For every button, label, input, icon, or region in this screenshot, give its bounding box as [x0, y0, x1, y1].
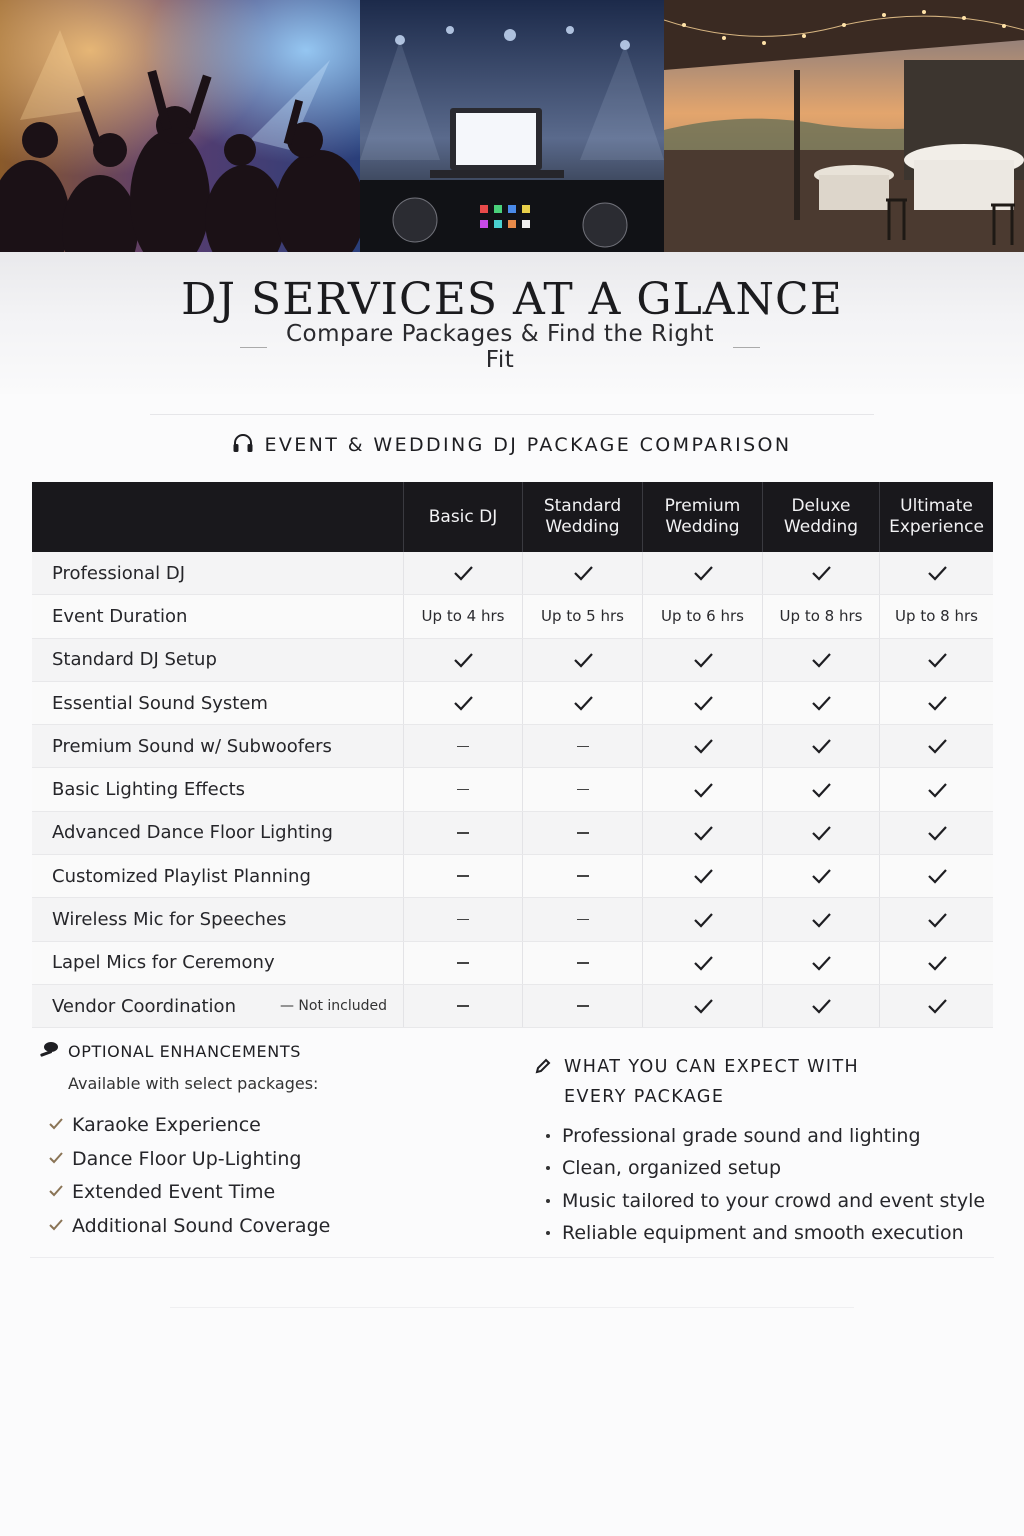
feature-label: Professional DJ	[52, 562, 186, 584]
checkmark-icon	[926, 694, 948, 712]
included-cell	[403, 552, 522, 594]
checkmark-icon	[810, 997, 832, 1015]
bullet-icon	[546, 1199, 550, 1203]
checkmark-icon	[810, 651, 832, 669]
feature-column-header	[32, 482, 403, 552]
wedding-venue-photo	[664, 0, 1024, 252]
subtitle-row	[230, 321, 770, 373]
included-cell	[879, 812, 993, 854]
duration-value: Up to 5 hrs	[541, 607, 624, 626]
feature-cell	[32, 898, 403, 940]
feature-label: Premium Sound w/ Subwoofers	[52, 735, 332, 757]
list-item	[546, 1120, 985, 1152]
optional-item-label: Karaoke Experience	[72, 1113, 261, 1136]
included-cell	[522, 682, 642, 724]
checkmark-icon	[810, 911, 832, 929]
duration-value: Up to 8 hrs	[779, 607, 863, 626]
feature-label: Essential Sound System	[52, 692, 268, 714]
not-included-cell	[403, 725, 522, 767]
photo-banner	[0, 0, 1024, 252]
dash-icon	[577, 919, 589, 921]
package-header	[522, 482, 642, 552]
included-cell	[879, 942, 993, 984]
table-row	[32, 985, 993, 1028]
optional-heading	[38, 1040, 478, 1062]
legend-note: — Not included	[279, 998, 387, 1015]
value-cell	[403, 595, 522, 637]
expect-list	[546, 1120, 985, 1249]
checkmark-icon	[810, 694, 832, 712]
package-name: Deluxe	[791, 496, 851, 516]
value-cell	[642, 595, 762, 637]
dash-icon	[577, 962, 589, 964]
duration-value: Up to 6 hrs	[661, 607, 744, 626]
package-name-line2: Wedding	[783, 517, 859, 537]
dash-icon	[577, 832, 589, 834]
checkmark-icon	[810, 824, 832, 842]
included-cell	[642, 725, 762, 767]
feature-label: Event Duration	[52, 605, 188, 627]
included-cell	[403, 682, 522, 724]
checkmark-icon	[692, 824, 714, 842]
included-cell	[762, 768, 879, 810]
included-cell	[879, 725, 993, 767]
included-cell	[762, 942, 879, 984]
included-cell	[642, 985, 762, 1027]
not-included-cell	[522, 768, 642, 810]
included-cell	[762, 985, 879, 1027]
included-cell	[879, 682, 993, 724]
package-name: Ultimate	[900, 496, 973, 516]
package-name: Standard	[543, 496, 622, 516]
not-included-cell	[403, 812, 522, 854]
checkmark-icon	[572, 651, 594, 669]
checkmark-icon	[926, 997, 948, 1015]
included-cell	[879, 768, 993, 810]
feature-label: Lapel Mics for Ceremony	[52, 952, 275, 974]
included-cell	[642, 552, 762, 594]
not-included-cell	[403, 768, 522, 810]
table-body	[32, 552, 993, 1028]
table-row	[32, 942, 993, 985]
value-cell	[762, 595, 879, 637]
checkmark-icon	[692, 911, 714, 929]
footer-divider-2	[170, 1307, 854, 1308]
checkmark-icon	[692, 867, 714, 885]
checkmark-icon	[810, 781, 832, 799]
checkmark-icon	[452, 651, 474, 669]
list-item	[48, 1142, 330, 1176]
feature-label: Wireless Mic for Speeches	[52, 909, 287, 931]
dash-icon	[577, 746, 589, 748]
included-cell	[642, 898, 762, 940]
title-block	[0, 252, 1024, 394]
checkmark-icon	[572, 694, 594, 712]
table-row	[32, 682, 993, 725]
dash-icon	[457, 746, 469, 748]
dash-icon	[577, 1005, 589, 1007]
checkmark-icon	[692, 564, 714, 582]
package-name-line2: Wedding	[665, 517, 740, 537]
value-cell	[522, 595, 642, 637]
checkmark-icon	[692, 781, 714, 799]
page-subtitle: Compare Packages & Find the Right Fit	[285, 321, 715, 373]
checkmark-icon	[810, 564, 832, 582]
included-cell	[879, 898, 993, 940]
feature-cell	[32, 725, 403, 767]
feature-label: Vendor Coordination	[52, 995, 236, 1017]
included-cell	[762, 639, 879, 681]
list-item	[546, 1217, 985, 1249]
not-included-cell	[522, 898, 642, 940]
included-cell	[762, 855, 879, 897]
dash-icon	[457, 919, 469, 921]
included-cell	[879, 855, 993, 897]
table-row	[32, 639, 993, 682]
feature-cell	[32, 985, 403, 1027]
duration-value: Up to 4 hrs	[421, 607, 505, 626]
checkmark-icon	[810, 737, 832, 755]
checkmark-icon	[452, 694, 474, 712]
table-row	[32, 768, 993, 811]
not-included-cell	[403, 898, 522, 940]
not-included-cell	[522, 725, 642, 767]
dash-icon	[457, 832, 469, 834]
feature-cell	[32, 855, 403, 897]
duration-value: Up to 8 hrs	[895, 607, 978, 626]
feature-cell	[32, 812, 403, 854]
optional-subtitle: Available with select packages:	[68, 1074, 319, 1093]
optional-list	[48, 1108, 330, 1243]
bullet-icon	[546, 1166, 550, 1170]
dash-icon	[457, 789, 469, 791]
checkmark-icon	[926, 651, 948, 669]
included-cell	[522, 639, 642, 681]
dj-booth-photo	[360, 0, 664, 252]
checkmark-icon	[48, 1181, 64, 1203]
checkmark-icon	[926, 737, 948, 755]
package-header	[642, 482, 762, 552]
included-cell	[762, 682, 879, 724]
included-cell	[642, 855, 762, 897]
package-name: Basic DJ	[428, 506, 498, 527]
expect-heading	[534, 1052, 994, 1112]
list-item	[546, 1152, 985, 1184]
feature-cell	[32, 595, 403, 637]
package-name-line2: Wedding	[545, 517, 620, 537]
value-cell	[879, 595, 993, 637]
package-header	[879, 482, 993, 552]
concert-crowd-photo	[0, 0, 360, 252]
comparison-heading-text: EVENT & WEDDING DJ PACKAGE COMPARISON	[264, 434, 792, 456]
checkmark-icon	[48, 1148, 64, 1170]
expect-heading-line1: WHAT YOU CAN EXPECT WITH	[564, 1057, 860, 1077]
included-cell	[522, 552, 642, 594]
table-row	[32, 725, 993, 768]
included-cell	[642, 682, 762, 724]
bullet-icon	[546, 1134, 550, 1138]
checkmark-icon	[692, 954, 714, 972]
checkmark-icon	[810, 954, 832, 972]
feature-label: Basic Lighting Effects	[52, 779, 246, 801]
included-cell	[642, 942, 762, 984]
not-included-cell	[403, 855, 522, 897]
checkmark-icon	[926, 867, 948, 885]
not-included-cell	[522, 942, 642, 984]
feature-label: Advanced Dance Floor Lighting	[52, 822, 333, 844]
included-cell	[762, 552, 879, 594]
table-header	[32, 482, 993, 552]
included-cell	[642, 768, 762, 810]
feature-cell	[32, 552, 403, 594]
table-row	[32, 812, 993, 855]
optional-heading-text: OPTIONAL ENHANCEMENTS	[68, 1041, 301, 1061]
checkmark-icon	[572, 564, 594, 582]
checkmark-icon	[692, 651, 714, 669]
expect-heading-line2: EVERY PACKAGE	[564, 1087, 725, 1107]
package-name: Premium	[664, 496, 741, 516]
included-cell	[403, 639, 522, 681]
not-included-cell	[522, 812, 642, 854]
checkmark-icon	[48, 1215, 64, 1237]
dash-icon	[577, 789, 589, 791]
dash-icon	[457, 875, 469, 877]
package-comparison-table	[32, 482, 993, 1028]
table-row	[32, 898, 993, 941]
optional-item-label: Extended Event Time	[72, 1181, 276, 1204]
footer-divider	[30, 1257, 994, 1258]
included-cell	[642, 639, 762, 681]
package-name-line2: Experience	[889, 517, 984, 537]
pencil-icon	[534, 1052, 552, 1112]
package-header	[762, 482, 879, 552]
included-cell	[762, 725, 879, 767]
headphones-icon	[232, 433, 254, 457]
feature-cell	[32, 682, 403, 724]
table-row	[32, 552, 993, 595]
feature-cell	[32, 639, 403, 681]
not-included-cell	[403, 942, 522, 984]
page-title: DJ SERVICES AT A GLANCE	[181, 274, 843, 325]
checkmark-icon	[692, 997, 714, 1015]
dash-icon	[457, 962, 469, 964]
optional-enhancements	[38, 1040, 478, 1237]
not-included-cell	[522, 985, 642, 1027]
feature-label: Customized Playlist Planning	[52, 865, 311, 887]
checkmark-icon	[692, 737, 714, 755]
checkmark-icon	[48, 1114, 64, 1136]
checkmark-icon	[452, 564, 474, 582]
included-cell	[762, 812, 879, 854]
checkmark-icon	[810, 867, 832, 885]
table-row	[32, 595, 993, 638]
checkmark-icon	[926, 564, 948, 582]
included-cell	[879, 639, 993, 681]
list-item	[546, 1185, 985, 1217]
package-header	[403, 482, 522, 552]
included-cell	[879, 552, 993, 594]
list-item	[48, 1108, 330, 1142]
checkmark-icon	[926, 781, 948, 799]
comparison-heading	[0, 430, 1024, 460]
expect-item-label: Music tailored to your crowd and event style	[562, 1189, 986, 1212]
expect-item-label: Clean, organized setup	[562, 1157, 782, 1180]
included-cell	[642, 812, 762, 854]
checkmark-icon	[692, 694, 714, 712]
optional-item-label: Additional Sound Coverage	[72, 1214, 331, 1237]
optional-item-label: Dance Floor Up-Lighting	[72, 1147, 302, 1170]
not-included-cell	[403, 985, 522, 1027]
not-included-cell	[522, 855, 642, 897]
what-to-expect	[534, 1052, 994, 1245]
included-cell	[879, 985, 993, 1027]
section-divider	[150, 414, 874, 415]
checkmark-icon	[926, 954, 948, 972]
table-row	[32, 855, 993, 898]
included-cell	[762, 898, 879, 940]
list-item	[48, 1209, 330, 1243]
list-item	[48, 1175, 330, 1209]
feature-label: Standard DJ Setup	[52, 649, 217, 671]
dash-icon	[577, 875, 589, 877]
checkmark-icon	[926, 911, 948, 929]
microphone-icon	[38, 1040, 60, 1062]
bullet-icon	[546, 1231, 550, 1235]
checkmark-icon	[926, 824, 948, 842]
dash-icon	[457, 1005, 469, 1007]
expect-item-label: Professional grade sound and lighting	[562, 1125, 921, 1148]
feature-cell	[32, 942, 403, 984]
feature-cell	[32, 768, 403, 810]
expect-item-label: Reliable equipment and smooth execution	[562, 1222, 964, 1245]
